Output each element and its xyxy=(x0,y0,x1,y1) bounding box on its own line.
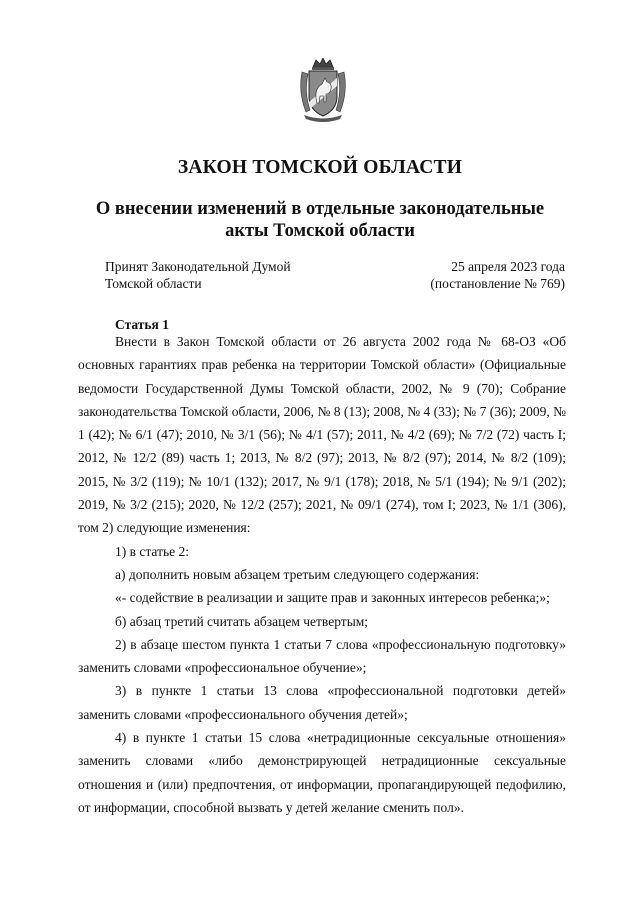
adoption-date xyxy=(430,258,565,292)
item-1a: а) дополнить новым абзацем третьим следующего содержания: xyxy=(115,566,480,582)
item-4: 4) в пункте 1 статьи 15 слова «нетрадиционные сексуальные отношения» заменить словами «либо демонстрирующей нетрадиционные сексуальные отношения и (или) предпочтения, от информации, пропагандирующей педофилию, от информации, способной вызвать у детей желание сменить пол». xyxy=(78,730,566,815)
adopted-by-line-2: Томской области xyxy=(105,276,202,291)
article-heading: Статья 1 xyxy=(115,317,169,332)
adoption-date-line: 25 апреля 2023 года xyxy=(451,259,565,274)
adopted-by xyxy=(105,258,291,292)
resolution-number: (постановление № 769) xyxy=(430,276,565,291)
article-body xyxy=(78,330,566,819)
adopted-by-line-1: Принят Законодательной Думой xyxy=(105,259,291,274)
law-subtitle xyxy=(60,198,580,242)
item-1: 1) в статье 2: xyxy=(115,543,189,559)
article-intro: Внести в Закон Томской области от 26 августа 2002 года № 68-ОЗ «Об основных гарантиях прав ребенка на территории Томской области» (Официальные ведомости Государственной Думы Томской области, 2002, № 9 (70); Собрание законодательства Томской области, 2006, № 8 (13); 2008, № 4 (33); № 7 (36); 2009, № 1 (42); № 6/1 (47); 2010, № 3/1 (56); № 4/1 (57); 2011, № 4/2 (69); № 7/2 (72) часть I; 2012, № 12/2 (89) часть 1; 2013, № 8/2 (97); 2013, № 8/2 (97); 2014, № 8/2 (109); 2015, № 3/2 (119); № 10/1 (132); 2017, № 9/1 (178); 2018, № 5/1 (194); № 9/1 (202); 2019, № 3/2 (215); 2020, № 12/2 (257); 2021, № 09/1 (274), том I; 2023, № 1/1 (306), том 2) следующие изменения: xyxy=(78,334,566,536)
item-1a-quote: «- содействие в реализации и защите прав и законных интересов ребенка;»; xyxy=(115,590,550,606)
item-1b: б) абзац третий считать абзацем четвертым; xyxy=(115,613,369,629)
tomsk-coat-of-arms-icon xyxy=(296,58,350,122)
subtitle-line-2: акты Томской области xyxy=(225,221,415,241)
item-2: 2) в абзаце шестом пункта 1 статьи 7 слова «профессиональную подготовку» заменить словами «профессиональное обучение»; xyxy=(78,636,566,676)
law-title: ЗАКОН ТОМСКОЙ ОБЛАСТИ xyxy=(177,157,463,178)
subtitle-line-1: О внесении изменений в отдельные законодательные xyxy=(95,199,545,219)
item-3: 3) в пункте 1 статьи 13 слова «профессиональной подготовки детей» заменить словами «профессионального обучения детей»; xyxy=(78,683,566,722)
